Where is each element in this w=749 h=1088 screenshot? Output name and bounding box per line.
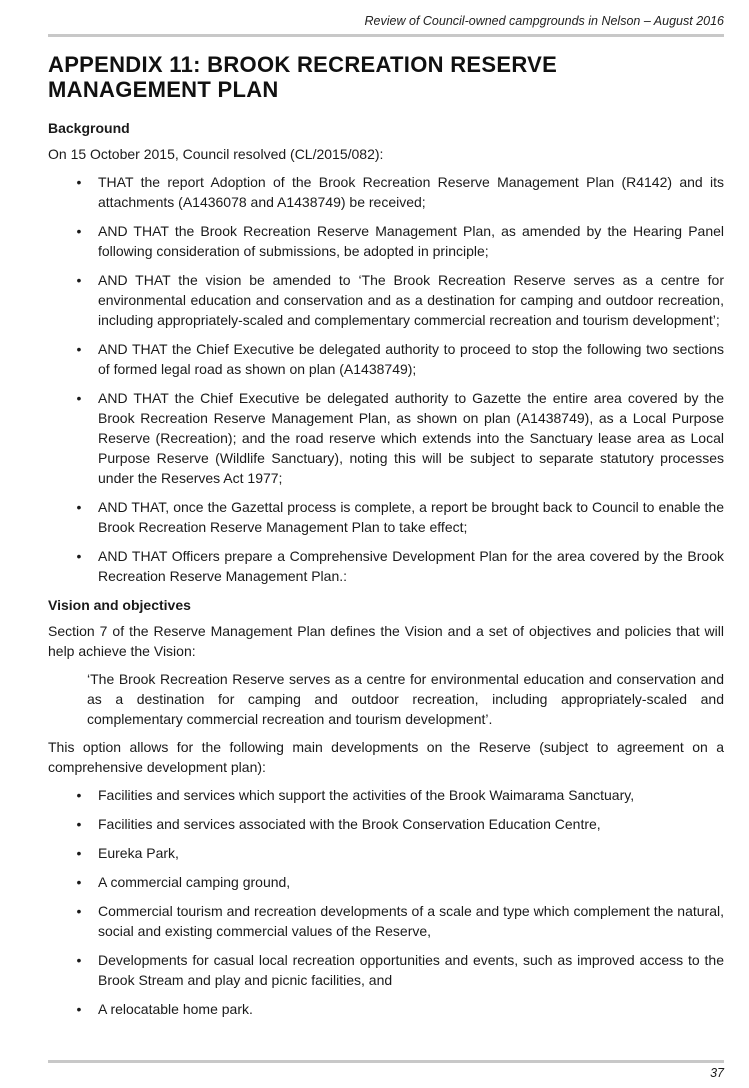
resolution-text: AND THAT the Chief Executive be delegated authority to Gazette the entire area covered by the Brook Recreation Reserve Management Plan, as shown on plan (A1438749), as a Local Purpose Reserve (Recreation); and the road reserve which extends into the Sanctuary lease area as Local Purpose Reserve (Wildlife Sanctuary), noting this will be subject to separate statutory processes under the Reserves Act 1977; (98, 390, 724, 486)
development-list (48, 785, 724, 1019)
bullet-icon: • (76, 952, 82, 968)
development-text: Developments for casual local recreation opportunities and events, such as improved access to the Brook Stream and play and picnic facilities, and (98, 952, 724, 988)
resolution-item (48, 388, 724, 488)
background-heading: Background (48, 120, 130, 136)
bullet-icon: • (76, 341, 82, 357)
resolution-item (48, 546, 724, 586)
bullet-icon: • (76, 390, 82, 406)
development-item (48, 843, 724, 863)
resolution-item (48, 497, 724, 537)
resolution-text: THAT the report Adoption of the Brook Recreation Reserve Management Plan (R4142) and its attachments (A1436078 and A1438749) be received; (98, 174, 724, 210)
bullet-icon: • (76, 816, 82, 832)
development-text: A commercial camping ground, (98, 874, 291, 890)
resolution-text: AND THAT, once the Gazettal process is complete, a report be brought back to Council to enable the Brook Recreation Reserve Management Plan to take effect; (98, 499, 724, 535)
header-divider (48, 34, 724, 37)
development-item (48, 950, 724, 990)
bullet-icon: • (76, 874, 82, 890)
development-item (48, 901, 724, 941)
development-text: Commercial tourism and recreation developments of a scale and type which complement the natural, social and existing commercial values of the Reserve, (98, 903, 724, 939)
bullet-icon: • (76, 174, 82, 190)
page-number: 37 (710, 1066, 724, 1080)
bullet-icon: • (76, 223, 82, 239)
development-text: Facilities and services associated with the Brook Conservation Education Centre, (98, 816, 601, 832)
development-item (48, 999, 724, 1019)
resolution-text: AND THAT the Chief Executive be delegated authority to proceed to stop the following two sections of formed legal road as shown on plan (A1438749); (98, 341, 724, 377)
option-intro: This option allows for the following main developments on the Reserve (subject to agreement on a comprehensive development plan): (48, 739, 724, 775)
development-text: Eureka Park, (98, 845, 179, 861)
bullet-icon: • (76, 845, 82, 861)
resolution-list (48, 172, 724, 586)
development-item (48, 785, 724, 805)
bullet-icon: • (76, 1001, 82, 1017)
resolution-item (48, 270, 724, 330)
development-text: Facilities and services which support the activities of the Brook Waimarama Sanctuary, (98, 787, 635, 803)
development-item (48, 814, 724, 834)
resolution-text: AND THAT the vision be amended to ‘The Brook Recreation Reserve serves as a centre for environmental education and conservation and as a destination for camping and outdoor recreation, including appropriately-scaled and complementary commercial recreation and tourism development’; (98, 272, 724, 328)
bullet-icon: • (76, 787, 82, 803)
running-header: Review of Council-owned campgrounds in Nelson – August 2016 (364, 14, 724, 28)
vision-intro: Section 7 of the Reserve Management Plan defines the Vision and a set of objectives and policies that will help achieve the Vision: (48, 623, 724, 659)
vision-heading: Vision and objectives (48, 597, 191, 613)
bullet-icon: • (76, 272, 82, 288)
resolution-item (48, 172, 724, 212)
resolution-item (48, 221, 724, 261)
footer-divider (48, 1060, 724, 1063)
background-intro: On 15 October 2015, Council resolved (CL/2015/082): (48, 146, 384, 162)
bullet-icon: • (76, 548, 82, 564)
page-content (48, 52, 724, 1028)
appendix-title: APPENDIX 11: BROOK RECREATION RESERVE MANAGEMENT PLAN (48, 52, 558, 102)
bullet-icon: • (76, 903, 82, 919)
bullet-icon: • (76, 499, 82, 515)
development-item (48, 872, 724, 892)
resolution-text: AND THAT Officers prepare a Comprehensive Development Plan for the area covered by the Brook Recreation Reserve Management Plan.: (98, 548, 724, 584)
resolution-text: AND THAT the Brook Recreation Reserve Management Plan, as amended by the Hearing Panel following consideration of submissions, be adopted in principle; (98, 223, 724, 259)
vision-quote: ‘The Brook Recreation Reserve serves as a centre for environmental education and conservation and as a destination for camping and outdoor recreation, including appropriately-scaled and complementary commercial recreation and tourism development’. (87, 671, 724, 727)
development-text: A relocatable home park. (98, 1001, 253, 1017)
resolution-item (48, 339, 724, 379)
